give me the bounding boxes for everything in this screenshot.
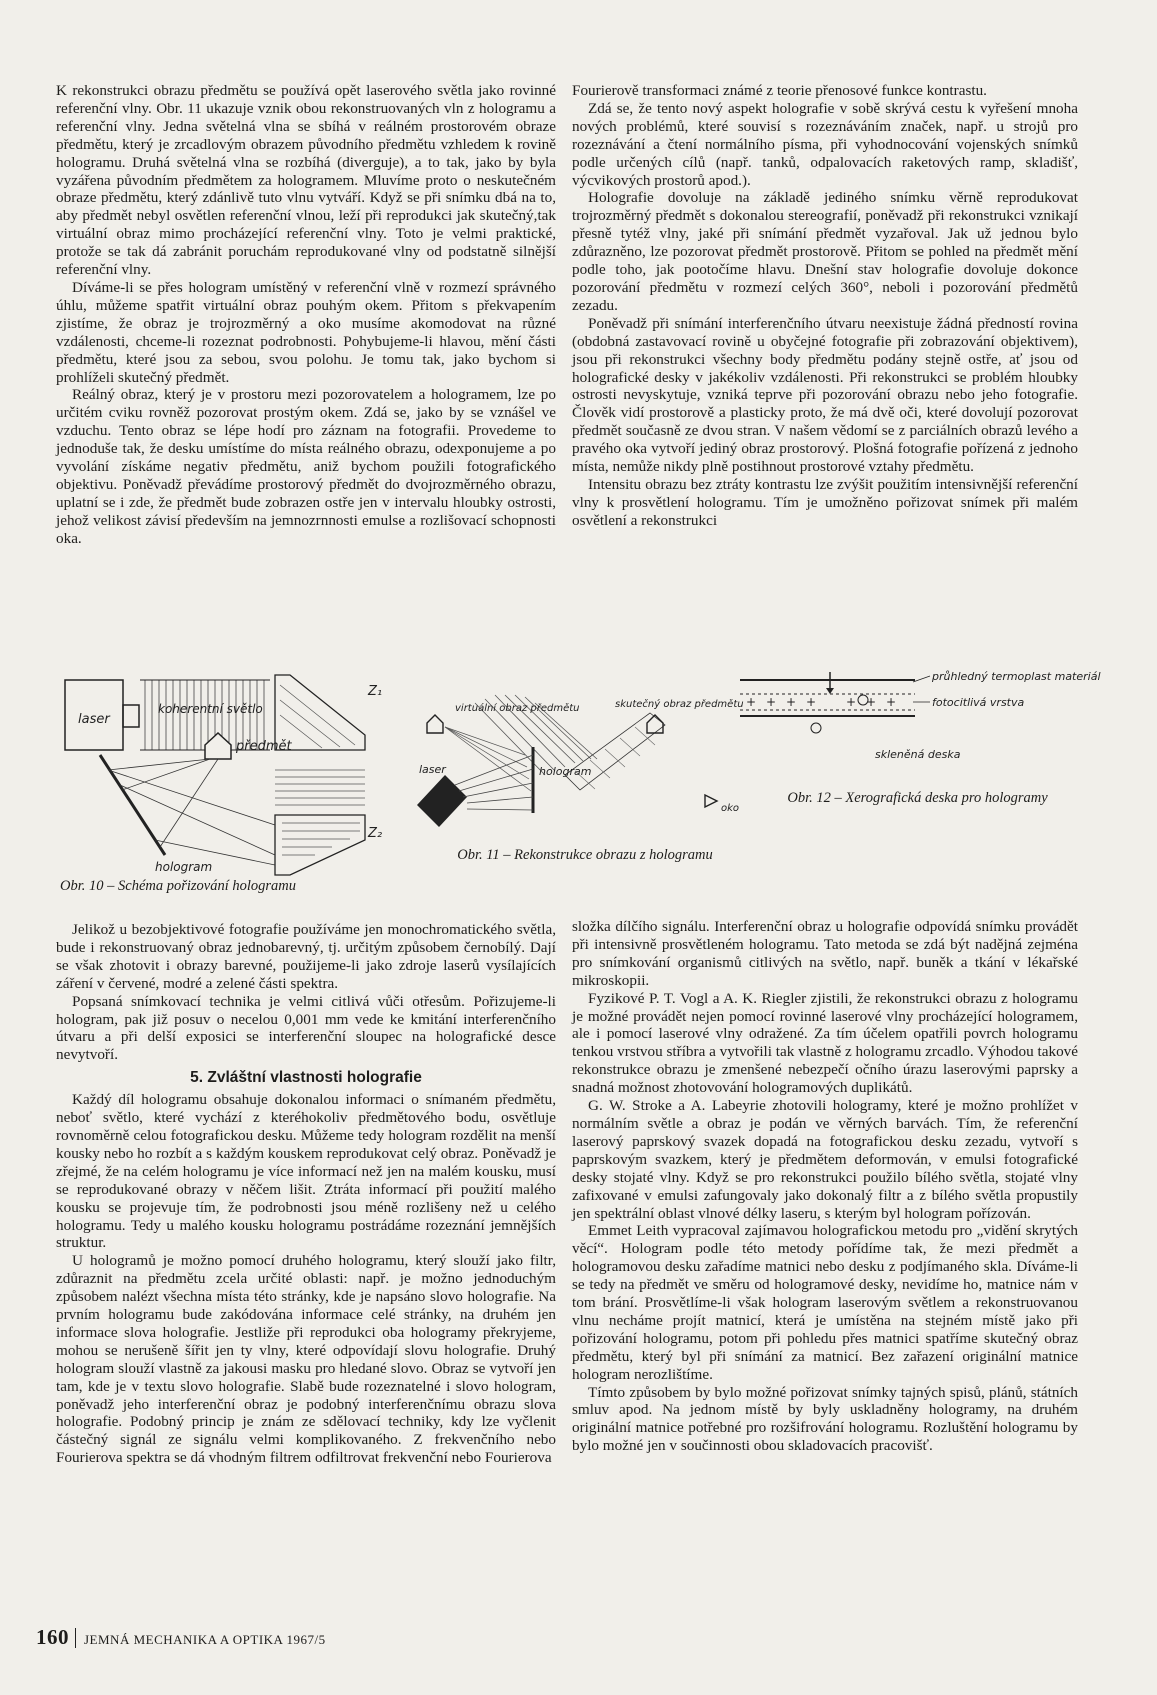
fig11-hologram-label: hologram [539,765,592,778]
eye-icon [705,795,717,807]
paragraph: Každý díl hologramu obsahuje dokonalou informaci o snímaném předmětu, neboť světlo, které vychází z kteréhokoliv předmětového bodu, osvětluje rovnoměrně celou fotografickou desku. Můžeme tedy hologram rozdělit na menší kousky nebo ho rozbít a s každým kouskem reprodukovat celý obraz. Poněvadž je zřejmé, že na celém hologramu je více informací než jen na malém kousku, musí se reprodukované obrazy v něčem lišit. Ztráta informací při použití malého kousku se projevuje tím, že podrobnosti jsou méně rozlišeny než u celého hologramu. Tedy u malého kousku hologramu postrádáme rozeznání jemnějších struktur. [56,1091,556,1252]
fig10-coherent-label: koherentní světlo [158,702,263,716]
figure-11-diagram [415,695,745,843]
mirror-z2 [275,815,365,875]
fig10-laser-label: laser [78,712,110,727]
reference-beam [275,770,365,805]
object-icon [205,733,231,759]
column-bottom-left [56,921,556,1606]
paragraph: Díváme-li se přes hologram umístěný v referenční vlně v rozmezí správného úhlu, můžeme spatřit virtuální obraz pouhým okem. Přitom s překvapením zjistíme, že obraz je trojrozměrný a oko musíme akomodovat na různé vzdálenosti, chceme-li rozeznat podrobnosti. Pohybujeme-li hlavou, mění části předmětu, které jsou za sebou, svou polohu. Je tomu tak, jako bychom si prohlíželi skutečný předmět. [56,278,556,386]
paragraph: G. W. Stroke a A. Labeyrie zhotovili hologramy, které je možno prohlížet v normálním světle a obraz je podán ve věrných barvách. Tím, že referenční laserový paprskový svazek dopadá na fotografickou desku zezadu, vytvoří s paprskovým svazkem, který je předmětem deformován, v emulsi fotografické desky stojaté vlny. Když se pro rekonstrukci použilo bílého světla, stojaté vlny zafixované v emulsi zafungovaly jako dokonalý filtr a z bílého světla propustily jen spektrální oblast vlnové délky laseru, s kterým byl hologram pořízován. [572,1097,1078,1222]
paragraph: Intensitu obrazu bez ztráty kontrastu lze zvýšit použitím intensivnější referenční vlny k prosvětlení hologramu. Tím je umožněno pořizovat snímek při malém osvětlení a rekonstrukci [572,475,1078,529]
svg-text:+: + [866,695,877,709]
paragraph: U hologramů je možno pomocí druhého hologramu, který slouží jako filtr, zdůraznit na předmětu zcela určité oblasti: např. je možno jednoduchým způsobem nalézt všechna místa této stránky, kde je napsáno slovo holografie. Na prvním hologramu bude zakódována informace celé stránky, na druhém jen informace slova holografie. Jestliže při reprodukci oba hologramy překryjeme, mohou se nerušeně šířit jen ty vlny, které odpovídají slovu holografie. Druhý hologram slouží vlastně za jakousi masku pro hledané slovo. Obraz se vytvoří jen tam, kde je v textu slovo holografie. Slabě bude rozeznatelné i slovo hologram, poněvadž jeho interferenční obraz je podobný interferenčnímu obrazu slova holografie. Podobný princip je znám ze sdělovací techniky, kdy lze vyčlenit částečný signál ze signálu velmi komplikovaného. Z frekvenčního nebo Fourierova spektra se dá vhodným filtrem odfiltrovat frekvenční nebo Fourierova [56,1252,556,1467]
svg-text:+: + [846,695,857,709]
paragraph: Tímto způsobem by bylo možné pořizovat snímky tajných spisů, plánů, státních smluv apod. Na jednom místě by byly uskladněny hologramy, na druhém originální matnice potřebné pro rozšifrování hologramu. Rozluštění hologramu by bylo možné jen v součinnosti obou skladovacích pracovišť. [572,1383,1078,1455]
virtual-beam [445,727,531,791]
figure-10-svg [60,675,390,875]
footer-divider [75,1628,76,1648]
fig12-thermoplastic-label: průhledný termoplast materiál [932,670,1101,683]
paragraph: Emmet Leith vypracoval zajímavou holografickou metodu pro „vidění skrytých věcí“. Hologram podle této metody pořídíme tak, že mezi předmět a hologramovou desku zařadíme matnici nebo desku z podjímaného skla. Díváme-li se tedy na předmět ve směru od hologramové desky, nevidíme ho, matnice nám v tom brání. Prosvětlíme-li však hologram laserovým světlem a rekonstruovanou vlnu necháme projít matnicí, která je umístěna na stejném místě jako při pořizování hologramu, potom při pohledu přes matnici spatříme skutečný obraz předmětu, který byl při snímání za matnicí. Bez zařazení originální matnice hologram nerozlištíme. [572,1222,1078,1383]
paragraph: Fourierově transformaci známé z teorie přenosové funkce kontrastu. [572,82,987,99]
real-image-icon [647,715,663,733]
laser-nozzle [123,705,139,727]
paragraph: K rekonstrukci obrazu předmětu se používá opět laserového světla jako rovinné referenční vlny. Obr. 11 ukazuje vznik obou rekonstruovaných vln z hologramu a referenční vlny. Jedna světelná vlna se sbíhá v reálném prostorovém obraze předmětu, který je zrcadlovým obrazem původního předmětu vzhledem k rovině hologramu. Druhá světelná vlna se rozbíhá (diverguje), a to tak, jako by byla vyzářena původním předmětem za hologramem. Mluvíme proto o neskutečném obraze předmětu, který zdánlivě tuto vlnu vytváří. Když se při snímku dbá na to, aby předmět nebyl osvětlen referenční vlnou, leží při reprodukci jak skutečný,tak virtuální obraz mimo procházející referenční vlny. Toto je velmi praktické, protože se tak dá zabránit poruchám reprodukované vlny od podstatně silnější referenční vlny. [56,82,556,279]
column-top-left [56,82,556,674]
paragraph: Poněvadž při snímání interferenčního útvaru neexistuje žádná předností rovina (obdobná zastavovací rovině u obyčejné fotografie při zobrazování objektivem), jsou při rekonstrukci všechny body předmětu podány stejně ostře, ať jsou od holografické desky v jakékoliv vzdálenosti. Při rekonstrukci se problém hloubky ostrosti nevyskytuje, vzniká teprve při pozorování obrazu nebo jeho fotografie. Člověk vidí prostorově a plasticky proto, že má dvě oči, které dovolují pozorovat předmět současně ze dvou stran. V našem vědomí se z parciálních obrazů levého a pravého oka vytvoří jediný obraz prostorový. Plošná fotografie pořízená z jednoho místa, nemůže nikdy plně postihnout prostorové vztahy předmětu. [572,314,1078,476]
paragraph: Fyzikové P. T. Vogl a A. K. Riegler zjistili, že rekonstrukci obrazu z hologramu je možné provádět nejen pomocí rovinné laserové vlny procházející hologramem, ale i pomocí laserové vlny odražené. Za tím účelem opatřili povrch hologramu tenkou vrstvou stříbra a vytvořili tak vlastně z hologramu zrcadlo. Výhodou takové rekonstrukce obrazu je zmenšené nebezpečí očního úrazu laserovými paprsky a snadná možnost zhotovování hologramových duplikátů. [572,989,1078,1097]
figure-12-svg [740,670,1101,772]
svg-text:+: + [886,695,897,709]
figure-11-caption: Obr. 11 – Rekonstrukce obrazu z hologramu [457,847,713,863]
paragraph: Holografie dovoluje na základě jediného snímku věrně reprodukovat trojrozměrný předmět s dokonalou stereografií, poněvadž při rekonstrukci vznikají přesně tytéž vlny, jaké při snímání předmět vyzařoval. Jak už jednou bylo zdůrazněno, lze pozorovat předmět prostorově. Přitom se pohled na předmět mění podle toho, jak pootočíme hlavu. Dnešní stav holografie dovoluje dokonce pozorování předmětu v rozmezí celých 360°, neboli i pozorování předmětů zezadu. [572,189,1078,314]
paragraph: Jelikož u bezobjektivové fotografie používáme jen monochromatického světla, bude i rekonstruovaný obraz jednobarevný, tj. určitým způsobem černobílý. Dají se však zhotovit i obrazy barevné, použijeme-li jako zdroje laserů vysílajících záření v červené, modré a zelené části spektra. [56,921,556,992]
fig11-eye-label: oko [721,803,740,814]
laser-body [417,775,467,827]
virtual-image-icon [427,715,443,733]
paragraph: Popsaná snímkovací technika je velmi citlivá vůči otřesům. Pořizujeme-li hologram, pak již posuv o necelou 0,001 mm vede ke kmitání interferenčního útvaru a při delší exposici se interferenční sloupec na holografické desce nevytvoří. [56,992,556,1064]
page-footer [36,1625,326,1650]
column-bottom-right [572,918,1078,1588]
figure-11-svg [415,695,745,843]
fig11-real-label: skutečný obraz předmětu [615,699,744,710]
paragraph: složka dílčího signálu. Interferenční obraz u holografie odpovídá snímku provádět při intensivně prosvětleném hologramu. Tato metoda se zdá být nadějná zejména pro snímkování organismů citlivých na světlo, např. buněk a tkání v lékařské mikroskopii. [572,918,1078,989]
fig10-z2-label: Z₂ [368,826,383,841]
fig11-virtual-label: virtuální obraz předmětu [455,703,580,714]
figure-10-diagram [60,675,390,875]
paragraph: Reálný obraz, který je v prostoru mezi pozorovatelem a hologramem, lze po určitém cviku rovněž pozorovat prostým okem. Zdá se, jako by se vznášel ve vzduchu. Tento obraz se lépe hodí pro záznam na fotografii. Provedeme to jednoduše tak, že desku umístíme do místa reálného obrazu, odexponujeme a po vyvolání získáme negativ předmětu, aniž bychom použili fotografického objektivu. Poněvadž převádíme prostorový předmět do dvojrozměrného obrazu, uplatní se i zde, že předmět bude zobrazen ostře jen v intervalu hloubky ostrosti, jehož velikost závisí především na jemnozrnnosti emulse a rozlišovací schopnosti oka. [56,386,556,547]
figure-12-caption: Obr. 12 – Xerografická deska pro hologramy [787,790,1048,806]
fig10-z1-label: Z₁ [368,684,383,699]
fig11-laser-label: laser [419,763,446,776]
figure-10-caption: Obr. 10 – Schéma pořizování hologramu [60,878,297,894]
paragraph: Zdá se, že tento nový aspekt holografie v sobě skrývá cestu k vyřešení mnoha nových problémů, které souvisí s rozeznáváním značek, např. u strojů pro rozeznávání a čtení normálního písma, při vyhodnocování vojenských snímků podle určených cílů (např. tanků, odpalovacích raketových ramp, skladišť, výcvikových prostorů apod.). [572,99,1078,189]
fig12-glass-label: skleněná deska [875,748,961,761]
svg-text:+: + [786,695,797,709]
column-top-right [572,82,1078,662]
svg-text:+: + [766,695,777,709]
fig12-photoconductive-label: fotocitlivá vrstva [932,696,1025,709]
svg-text:+: + [746,695,757,709]
fig10-hologram-label: hologram [155,860,213,874]
figure-12-diagram [740,670,1101,772]
journal-name: JEMNÁ MECHANIKA A OPTIKA 1967/5 [84,1632,326,1647]
page-number: 160 [36,1625,69,1649]
section-heading: 5. Zvláštní vlastnosti holografie [190,1069,422,1087]
svg-text:+: + [806,695,817,709]
fig10-object-label: předmět [236,739,292,754]
